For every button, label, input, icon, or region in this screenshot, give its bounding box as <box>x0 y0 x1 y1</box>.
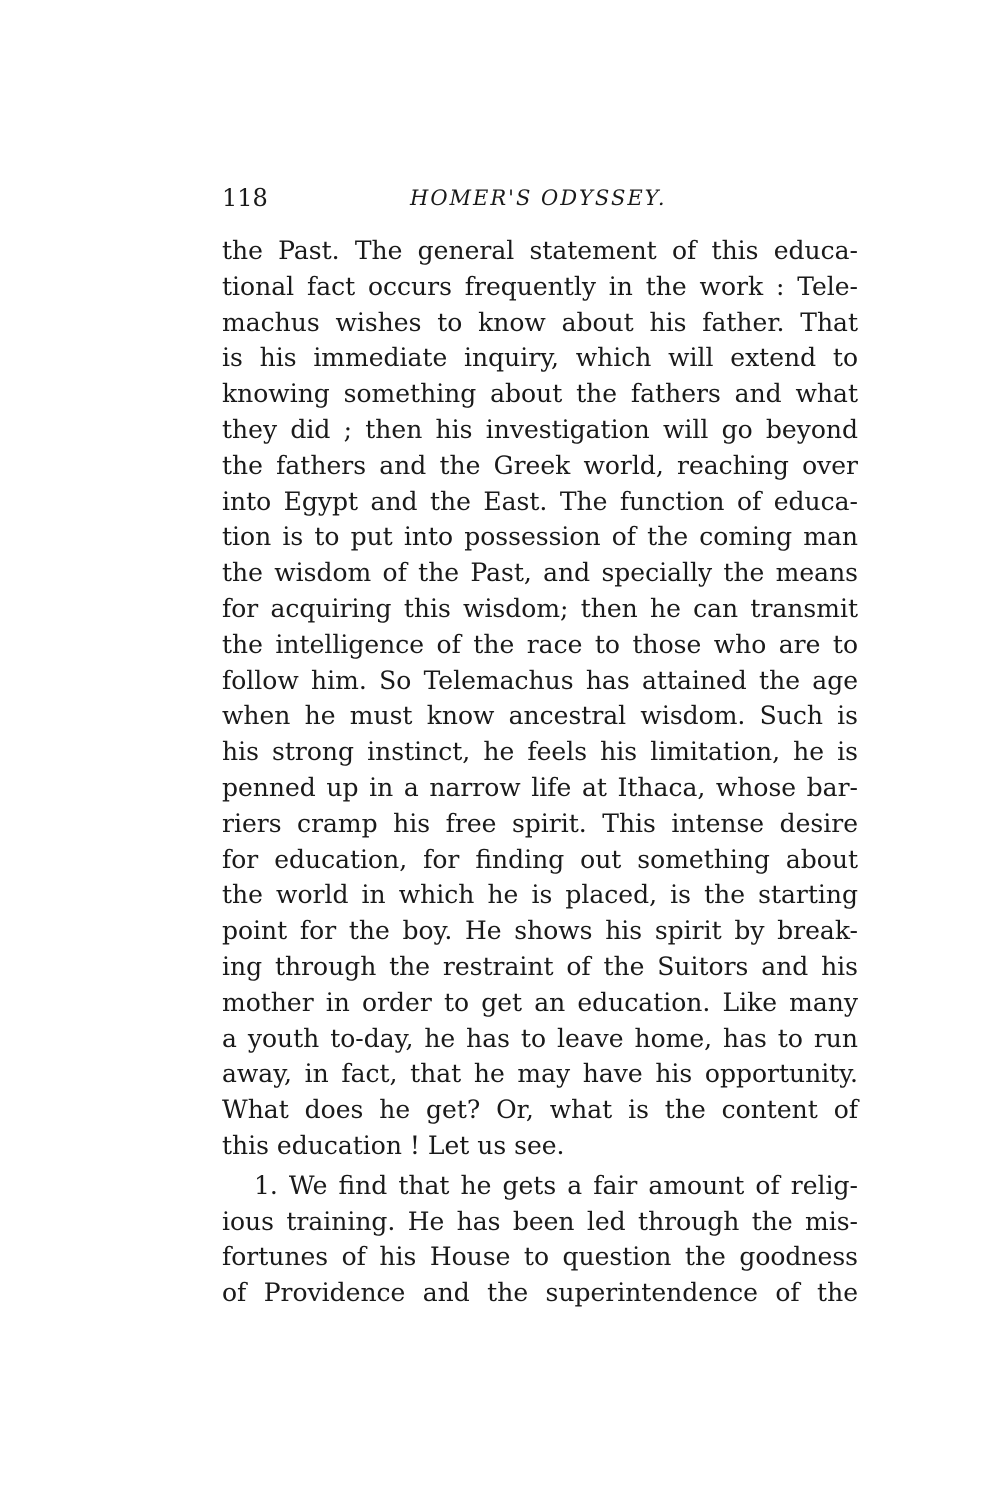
text-line: riers cramp his free spirit. This intense desire <box>222 808 858 838</box>
text-line: mother in order to get an education. Like many <box>222 987 858 1017</box>
text-line: the world in which he is placed, is the starting <box>222 880 858 910</box>
text-line: ing through the restraint of the Suitors and his <box>222 951 858 981</box>
text-line: tion is to put into possession of the coming man <box>222 522 858 552</box>
text-line: 1. We find that he gets a fair amount of relig- <box>254 1170 858 1200</box>
text-line: is his immediate inquiry, which will extend to <box>222 343 858 373</box>
text-line: his strong instinct, he feels his limitation, he is <box>222 737 858 767</box>
text-line: follow him. So Telemachus has attained the age <box>222 665 858 695</box>
text-line: a youth to-day, he has to leave home, has to run <box>222 1023 858 1053</box>
text-line: point for the boy. He shows his spirit by break- <box>222 916 858 946</box>
text-line: tional fact occurs frequently in the work : Tele- <box>222 271 858 301</box>
text-line: machus wishes to know about his father. That <box>222 307 858 337</box>
text-line: away, in fact, that he may have his opportunity. <box>222 1059 858 1089</box>
text-line: when he must know ancestral wisdom. Such is <box>222 701 858 731</box>
text-line: into Egypt and the East. The function of educa- <box>222 486 858 516</box>
text-line: fortunes of his House to question the goodness <box>222 1242 858 1272</box>
text-line: the Past. The general statement of this educa- <box>222 236 858 265</box>
text-line: for acquiring this wisdom; then he can transmit <box>222 593 858 623</box>
text-line: of Providence and the superintendence of the <box>222 1278 858 1308</box>
text-line: the intelligence of the race to those who are to <box>222 629 858 659</box>
paragraph <box>222 1168 858 1311</box>
text-line: for education, for finding out something about <box>222 844 858 874</box>
text-line: penned up in a narrow life at Ithaca, whose bar- <box>222 772 858 802</box>
text-line: What does he get? Or, what is the content of <box>222 1095 858 1125</box>
page-number: 118 <box>222 184 268 212</box>
text-line: knowing something about the fathers and what <box>222 379 858 409</box>
text-line: this education ! Let us see. <box>222 1130 565 1160</box>
text-line: ious training. He has been led through the mis- <box>222 1206 858 1236</box>
running-head <box>222 181 858 215</box>
book-title: HOMER'S ODYSSEY. <box>410 186 667 210</box>
paragraph <box>222 233 858 1164</box>
text-line: they did ; then his investigation will go beyond <box>222 414 858 444</box>
body-text <box>222 233 858 1311</box>
text-line: the fathers and the Greek world, reaching over <box>222 450 858 480</box>
text-line: the wisdom of the Past, and specially the means <box>222 558 858 588</box>
